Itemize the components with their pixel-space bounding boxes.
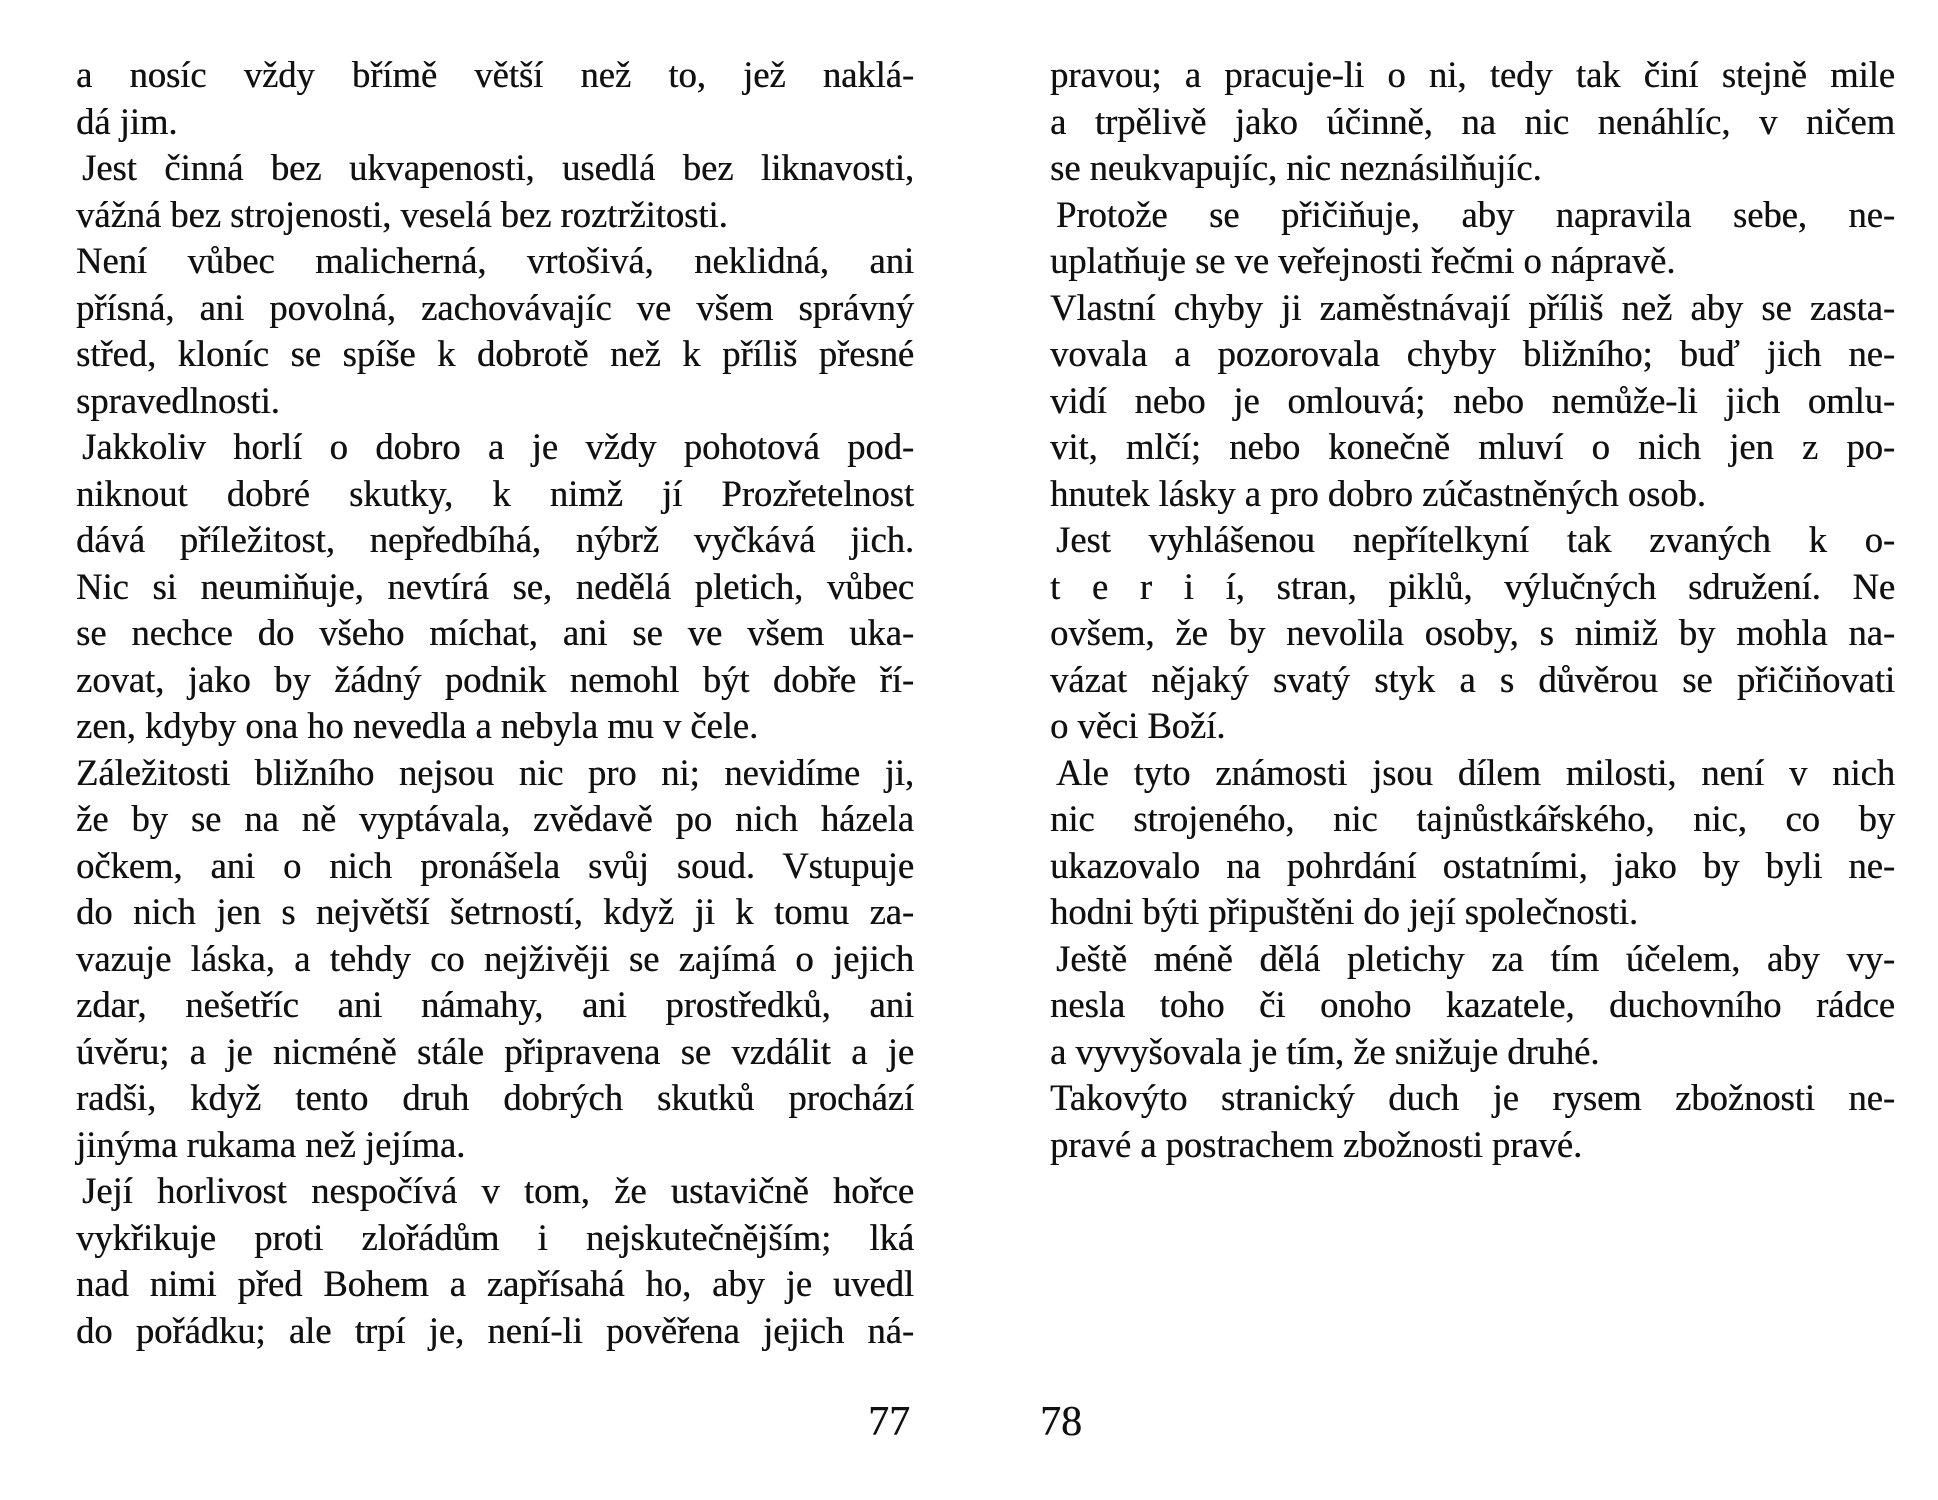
text-line: vykřikuje proti zlořádům i nejskutečnějším; lká	[76, 1216, 914, 1258]
text-line: a vyvyšovala je tím, že snižuje druhé.	[1050, 1030, 1600, 1072]
text-line: se nechce do všeho míchat, ani se ve všem uka-	[76, 612, 914, 653]
text-line: pravé a postrachem zbožnosti pravé.	[1050, 1123, 1583, 1165]
text-line: Takovýto stranický duch je rysem zbožnosti ne-	[1050, 1077, 1895, 1118]
text-line: jinýma rukama než jejíma.	[76, 1123, 466, 1165]
text-line: že by se na ně vyptávala, zvědavě po nich házela	[76, 798, 914, 839]
text-line: o věci Boží.	[1050, 705, 1226, 746]
text-line: do nich jen s největší šetrností, když ji k tomu za-	[76, 891, 914, 932]
text-line: nad nimi před Bohem a zapřísahá ho, aby je uvedl	[76, 1263, 914, 1304]
text-line: hnutek lásky a pro dobro zúčastněných osob.	[1050, 472, 1706, 514]
text-line: vidí nebo je omlouvá; nebo nemůže-li jich omlu-	[1050, 379, 1895, 421]
text-line: Ale tyto známosti jsou dílem milosti, není v nich	[1056, 751, 1895, 793]
text-line: zovat, jako by žádný podnik nemohl být dobře ří-	[76, 658, 914, 700]
text-line: vážná bez strojenosti, veselá bez roztržitosti.	[76, 193, 728, 235]
text-line: hodni býti připuštěni do její společnosti.	[1050, 891, 1639, 932]
text-line: t e r i í, stran, piklů, výlučných sdružení. Ne	[1050, 565, 1895, 607]
text-line: Vlastní chyby ji zaměstnávají příliš než aby se zasta-	[1050, 286, 1895, 328]
page-number-left: 77	[868, 1399, 910, 1445]
text-line: nic strojeného, nic tajnůstkářského, nic, co by	[1050, 798, 1895, 839]
text-line: Jest vyhlášenou nepřítelkyní tak zvaných k o-	[1056, 519, 1895, 560]
text-line: niknout dobré skutky, k nimž jí Prozřetelnost	[76, 472, 914, 514]
text-line: pravou; a pracuje-li o ni, tedy tak činí stejně mile	[1050, 54, 1895, 95]
text-line: vazuje láska, a tehdy co nejživěji se zajímá o jejich	[76, 937, 914, 979]
text-line: vit, mlčí; nebo konečně mluví o nich jen z po-	[1050, 426, 1895, 467]
text-line: Není vůbec malicherná, vrtošivá, neklidná, ani	[76, 240, 914, 281]
text-line: a nosíc vždy břímě větší než to, jež naklá-	[76, 54, 914, 95]
text-line: Nic si neumiňuje, nevtírá se, nedělá pletich, vůbec	[76, 565, 914, 607]
text-line: Protože se přičiňuje, aby napravila sebe, ne-	[1056, 193, 1895, 235]
text-line: ukazovalo na pohrdání ostatními, jako by byli ne-	[1050, 844, 1895, 886]
text-line: dá jim.	[76, 100, 178, 142]
text-line: vázat nějaký svatý styk a s důvěrou se přičiňovati	[1050, 658, 1895, 700]
text-line: a trpělivě jako účinně, na nic nenáhlíc, v ničem	[1050, 100, 1895, 142]
text-line: Záležitosti bližního nejsou nic pro ni; nevidíme ji,	[76, 751, 914, 793]
text-line: se neukvapujíc, nic neznásilňujíc.	[1050, 147, 1542, 188]
text-line: Jest činná bez ukvapenosti, usedlá bez liknavosti,	[82, 147, 914, 188]
text-line: očkem, ani o nich pronášela svůj soud. Vstupuje	[76, 844, 914, 886]
left-page-text	[76, 52, 914, 1354]
text-line: ovšem, že by nevolila osoby, s nimiž by mohla na-	[1050, 612, 1895, 653]
text-line: spravedlnosti.	[76, 379, 280, 421]
text-line: střed, kloníc se spíše k dobrotě než k příliš přesné	[76, 333, 914, 374]
text-line: vovala a pozorovala chyby bližního; buď jich ne-	[1050, 333, 1895, 374]
text-line: úvěru; a je nicméně stále připravena se vzdálit a je	[76, 1030, 914, 1072]
right-page-text	[1050, 52, 1895, 1168]
text-line: Jakkoliv horlí o dobro a je vždy pohotová pod-	[82, 426, 914, 467]
text-line: do pořádku; ale trpí je, není-li pověřena jejich ná-	[76, 1309, 914, 1351]
text-line: nesla toho či onoho kazatele, duchovního rádce	[1050, 984, 1895, 1025]
text-line: zen, kdyby ona ho nevedla a nebyla mu v čele.	[76, 705, 759, 746]
text-line: uplatňuje se ve veřejnosti řečmi o nápravě.	[1050, 240, 1676, 281]
text-line: zdar, nešetříc ani námahy, ani prostředků, ani	[76, 984, 914, 1025]
page-number-right: 78	[1040, 1399, 1082, 1445]
text-line: Ještě méně dělá pletichy za tím účelem, aby vy-	[1056, 937, 1895, 979]
text-line: dává příležitost, nepředbíhá, nýbrž vyčkává jich.	[76, 519, 914, 560]
text-line: Její horlivost nespočívá v tom, že ustavičně hořce	[82, 1170, 914, 1211]
text-line: radši, když tento druh dobrých skutků prochází	[76, 1077, 914, 1118]
text-line: přísná, ani povolná, zachovávajíc ve všem správný	[76, 286, 914, 328]
